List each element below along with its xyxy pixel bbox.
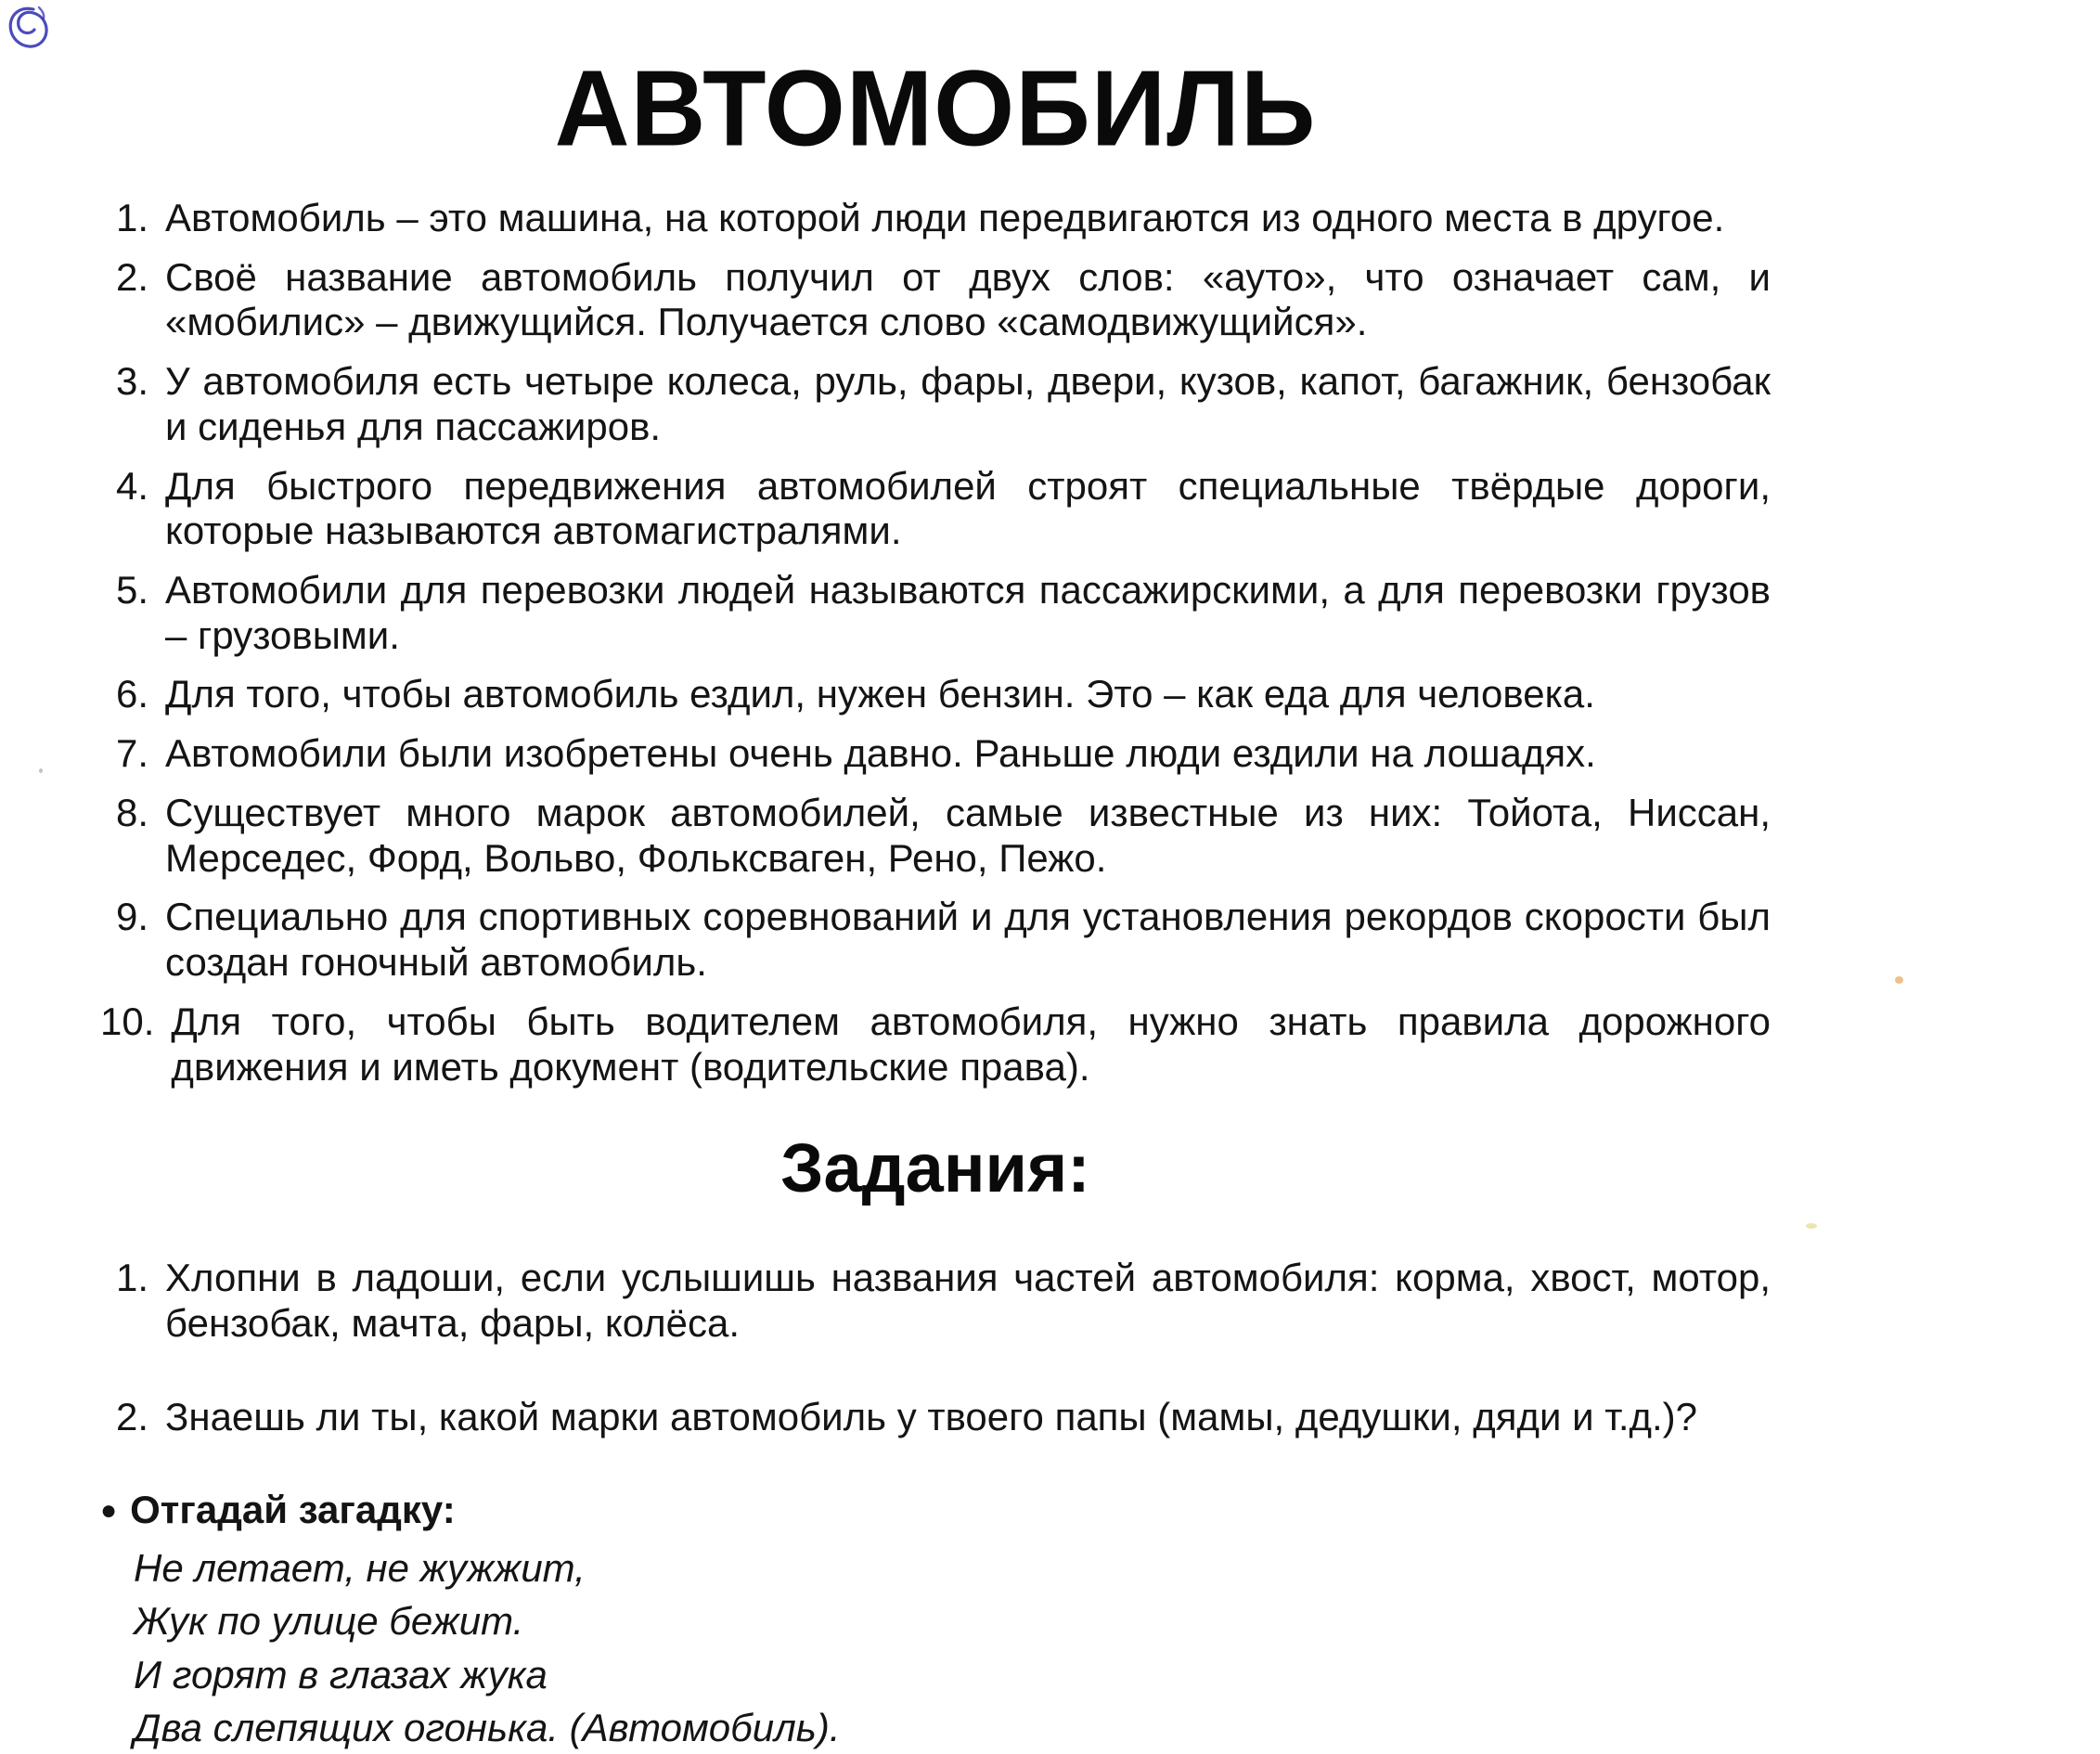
bullet-icon: ● <box>100 1495 118 1527</box>
fact-item <box>100 464 1771 554</box>
fact-item <box>100 672 1771 717</box>
riddle-line: Два слепящих огонька. (Автомобиль). <box>134 1705 841 1749</box>
scan-speck-gray <box>39 768 43 773</box>
fact-number: 6. <box>115 672 148 716</box>
riddle-label: Отгадай загадку: <box>130 1488 456 1532</box>
fact-text: Существует много марок автомобилей, самые известные из них: Тойота, Ниссан, Мерседес, Форд, Вольво, Фольксваген, Рено, Пежо. <box>165 790 1771 880</box>
fact-item <box>100 196 1771 241</box>
scan-speck-orange <box>1895 976 1903 984</box>
fact-text: У автомобиля есть четыре колеса, руль, фары, двери, кузов, капот, багажник, бензобак и сиденья для пассажиров. <box>165 359 1771 448</box>
riddle-line: Не летает, не жужжит, <box>134 1546 586 1591</box>
facts-list <box>100 196 1771 1090</box>
task-item <box>100 1395 1771 1440</box>
riddle-label-row <box>100 1488 1771 1532</box>
tasks-heading: Задания: <box>780 1129 1090 1207</box>
riddle-line: И горят в глазах жука <box>134 1652 548 1696</box>
fact-item <box>100 895 1771 985</box>
fact-text: Для того, чтобы быть водителем автомобиля, нужно знать правила дорожного движения и иметь документ (водительские права). <box>171 999 1771 1089</box>
fact-number: 2. <box>115 254 148 299</box>
fact-item <box>100 791 1771 881</box>
fact-item <box>100 568 1771 658</box>
pen-scribble-mark <box>6 6 56 58</box>
fact-number: 10. <box>100 999 155 1043</box>
riddle-line: Жук по улице бежит. <box>134 1599 524 1644</box>
fact-item <box>100 359 1771 449</box>
fact-number: 4. <box>115 463 148 508</box>
task-text: Знаешь ли ты, какой марки автомобиль у твоего папы (мамы, дедушки, дяди и т.д.)? <box>165 1394 1698 1438</box>
fact-text: Для того, чтобы автомобиль ездил, нужен бензин. Это – как еда для человека. <box>165 672 1595 716</box>
fact-text: Автомобили для перевозки людей называются пассажирскими, а для перевозки грузов – грузовыми. <box>165 568 1771 657</box>
worksheet-page <box>100 48 1771 1754</box>
riddle-section <box>100 1488 1771 1753</box>
scan-speck-yellow <box>1806 1223 1817 1229</box>
fact-item <box>100 255 1771 345</box>
task-number: 2. <box>115 1394 148 1438</box>
fact-item <box>100 731 1771 777</box>
task-number: 1. <box>115 1256 148 1300</box>
fact-number: 9. <box>115 895 148 939</box>
fact-text: Своё название автомобиль получил от двух слов: «ауто», что означает сам, и «мобилис» – движущийся. Получается слово «самодвижущийся». <box>165 254 1771 344</box>
page-title: АВТОМОБИЛЬ <box>554 47 1317 169</box>
task-text: Хлопни в ладоши, если услышишь названия частей автомобиля: корма, хвост, мотор, бензобак, мачта, фары, колёса. <box>165 1256 1771 1345</box>
fact-text: Автомобили были изобретены очень давно. Раньше люди ездили на лошадях. <box>165 731 1596 776</box>
fact-number: 8. <box>115 790 148 834</box>
fact-text: Специально для спортивных соревнований и для установления рекордов скорости был создан гоночный автомобиль. <box>165 895 1771 985</box>
tasks-list <box>100 1256 1771 1439</box>
fact-number: 3. <box>115 359 148 404</box>
fact-text: Автомобиль – это машина, на которой люди передвигаются из одного места в другое. <box>165 196 1725 239</box>
fact-number: 7. <box>115 731 148 776</box>
fact-text: Для быстрого передвижения автомобилей строят специальные твёрдые дороги, которые называются автомагистралями. <box>165 463 1771 553</box>
fact-item <box>100 1000 1771 1090</box>
task-item <box>100 1256 1771 1346</box>
fact-number: 1. <box>115 196 148 239</box>
fact-number: 5. <box>115 568 148 613</box>
riddle-lines <box>134 1541 1771 1753</box>
